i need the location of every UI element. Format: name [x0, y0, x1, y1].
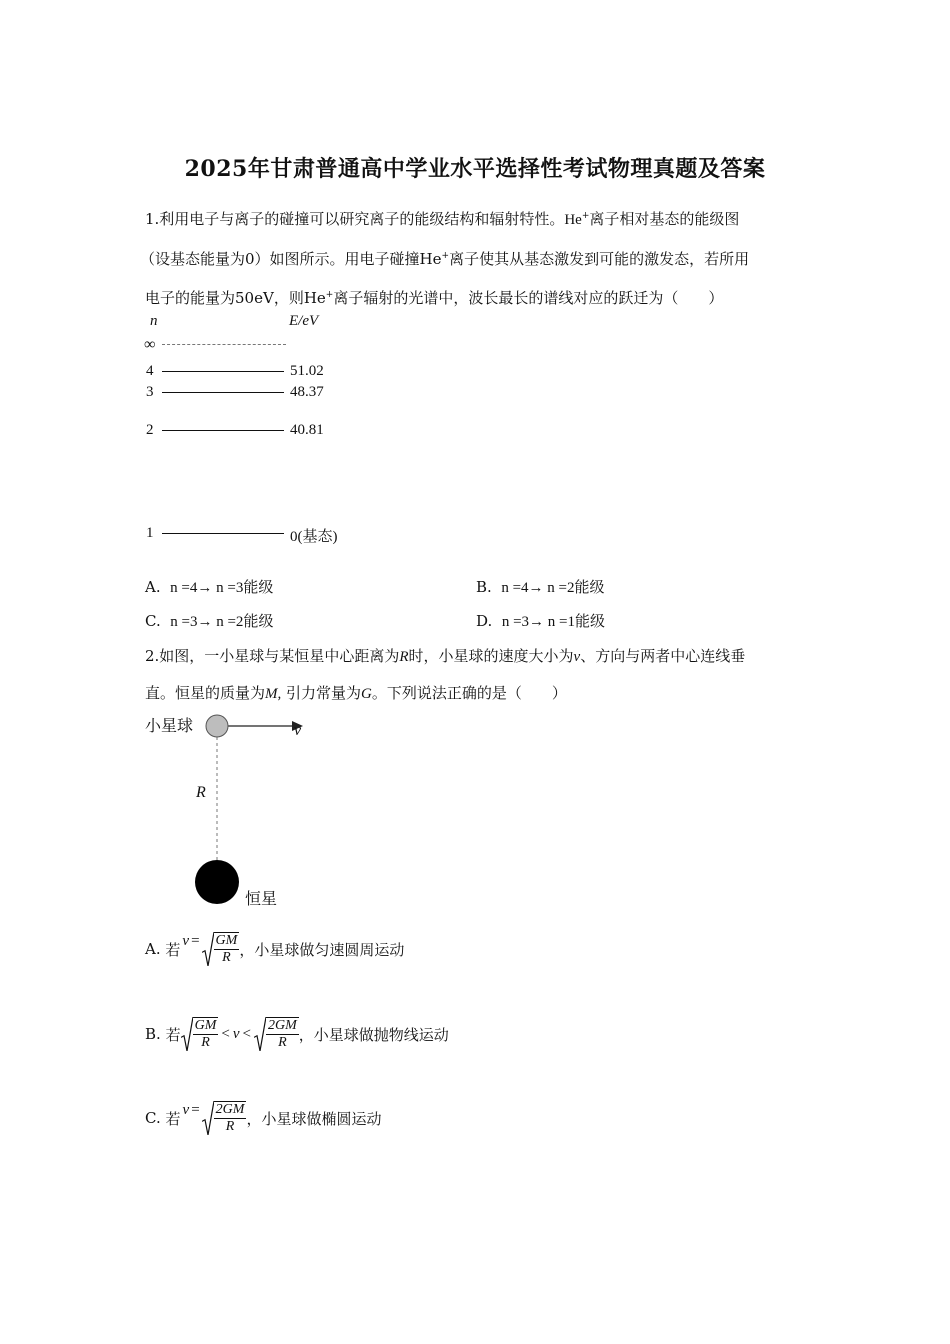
- sqrt-gm-over-r: [181, 1017, 219, 1051]
- q2-v: v: [573, 649, 581, 665]
- option-text: ，小星球做抛物线运动: [298, 1025, 449, 1044]
- option-suffix: 能级: [243, 578, 274, 596]
- option-letter: C.: [145, 612, 161, 630]
- he-symbol: He: [564, 212, 582, 228]
- level-1-line: [162, 533, 284, 534]
- frac-num: GM: [194, 1018, 217, 1033]
- q2-option-a[interactable]: [145, 924, 404, 974]
- math-eq: =: [191, 932, 200, 949]
- e-header-text: E/eV: [289, 313, 319, 329]
- math-lt: <: [221, 1025, 230, 1042]
- electron-energy: 50eV: [235, 289, 274, 307]
- radical-sign: [254, 1017, 266, 1051]
- option-text: ，小星球做匀速圆周运动: [239, 940, 405, 959]
- option-math: n =4→ n =2: [501, 580, 575, 596]
- math-lt-2: <: [242, 1025, 251, 1042]
- math-v: v: [232, 1025, 240, 1042]
- option-suffix: 能级: [574, 612, 605, 630]
- q1-text-3b: ，则: [273, 289, 304, 307]
- radical-sign: [202, 1101, 214, 1135]
- option-math: n =3→ n =1: [501, 614, 575, 630]
- velocity-label: v: [294, 722, 302, 739]
- option-letter: A.: [145, 578, 161, 596]
- level-3-line: [162, 392, 284, 393]
- infinity-level-line: [162, 344, 286, 345]
- page-title: 2025年甘肃普通高中学业水平选择性考试物理真题及答案: [184, 156, 766, 182]
- q1-text-1b: 离子相对基态的能级图: [589, 210, 740, 228]
- option-letter: D.: [476, 612, 493, 630]
- q1-option-b[interactable]: [476, 576, 605, 597]
- option-suffix: 能级: [574, 578, 605, 596]
- option-letter: B.: [145, 1025, 161, 1043]
- frac-num: 2GM: [267, 1018, 297, 1033]
- orbit-figure: [190, 710, 320, 910]
- q2-G: G: [361, 686, 372, 702]
- q1-line-1: [145, 206, 739, 230]
- q1-option-c[interactable]: [145, 610, 273, 631]
- he-charge: +: [581, 211, 590, 221]
- option-suffix: 能级: [243, 612, 274, 630]
- option-letter: C.: [145, 1109, 161, 1127]
- q2-line-2: [145, 683, 567, 704]
- option-ruo: 若: [165, 1025, 181, 1044]
- radical-sign: [181, 1017, 193, 1051]
- q1-text-3c: 离子辐射的光谱中，波长最长的谱线对应的跃迁为（ ）: [333, 289, 724, 307]
- small-star-label: 小星球: [145, 716, 194, 735]
- q1-line-2: [140, 246, 749, 269]
- q2-text-1c: 、方向与两者中心连线垂: [580, 647, 746, 665]
- option-text: ，小星球做椭圆运动: [246, 1109, 382, 1128]
- sqrt-2gm-over-r: [202, 1101, 247, 1135]
- q1-text-2b: 离子使其从基态激发到可能的激发态，若所用: [449, 250, 750, 268]
- radius-label: R: [196, 784, 206, 801]
- frac-num: GM: [215, 933, 238, 948]
- sqrt-gm-over-r: [202, 932, 240, 966]
- option-letter: A.: [145, 940, 161, 958]
- he-symbol-3: He: [303, 289, 326, 307]
- sqrt-2gm-over-r: [254, 1017, 299, 1051]
- math-eq: =: [191, 1101, 200, 1118]
- q2-option-b[interactable]: [145, 1009, 449, 1059]
- q1-text-1a: 1.利用电子与离子的碰撞可以研究离子的能级结构和辐射特性。: [145, 210, 565, 228]
- option-ruo: 若: [165, 1109, 181, 1128]
- level-4-n: 4: [146, 363, 154, 379]
- he-symbol-2: He: [419, 250, 442, 268]
- level-2-n: 2: [146, 422, 154, 438]
- math-v: v: [182, 932, 190, 949]
- frac-num: 2GM: [215, 1102, 245, 1117]
- q2-option-c[interactable]: [145, 1093, 381, 1143]
- q2-text-2b: 引力常量为: [281, 684, 362, 702]
- q2-M: M,: [265, 686, 282, 702]
- q2-text-2c: 。下列说法正确的是（ ）: [371, 684, 567, 702]
- q1-option-d[interactable]: [476, 610, 605, 631]
- n-header: n: [150, 313, 158, 329]
- q1-text-3a: 电子的能量为: [145, 289, 236, 307]
- option-letter: B.: [476, 578, 492, 596]
- he-charge-3: +: [325, 290, 334, 300]
- e-header: [289, 313, 318, 330]
- level-1-e: 0(基态): [290, 529, 338, 545]
- level-4-e: 51.02: [290, 363, 324, 379]
- q2-text-2a: 直。恒星的质量为: [145, 684, 266, 702]
- level-2-e: 40.81: [290, 422, 324, 438]
- option-math: n =4→ n =3: [170, 580, 244, 596]
- frac-den: R: [214, 1118, 247, 1135]
- q1-option-a[interactable]: [145, 576, 273, 597]
- frac-den: R: [214, 949, 240, 966]
- he-charge-2: +: [441, 251, 450, 261]
- q2-line-1: [145, 646, 745, 667]
- math-v: v: [182, 1101, 190, 1118]
- option-math: n =3→ n =2: [170, 614, 244, 630]
- frac-den: R: [193, 1034, 219, 1051]
- level-1-n: 1: [146, 525, 154, 541]
- option-ruo: 若: [165, 940, 181, 959]
- q2-text-1a: 2.如图，一小星球与某恒星中心距离为: [145, 647, 400, 665]
- radical-sign: [202, 932, 214, 966]
- q2-R: R: [399, 649, 409, 665]
- level-3-e: 48.37: [290, 384, 324, 400]
- q1-line-3: [145, 285, 723, 308]
- frac-den: R: [266, 1034, 299, 1051]
- q1-text-2a: （设基态能量为0）如图所示。用电子碰撞: [140, 250, 420, 268]
- level-3-n: 3: [146, 384, 154, 400]
- level-4-line: [162, 371, 284, 372]
- star-label: 恒星: [245, 889, 278, 908]
- level-2-line: [162, 430, 284, 431]
- star-circle: [195, 860, 239, 904]
- q2-text-1b: 时，小星球的速度大小为: [408, 647, 574, 665]
- small-star-circle: [206, 715, 228, 737]
- infinity-label: ∞: [144, 336, 156, 353]
